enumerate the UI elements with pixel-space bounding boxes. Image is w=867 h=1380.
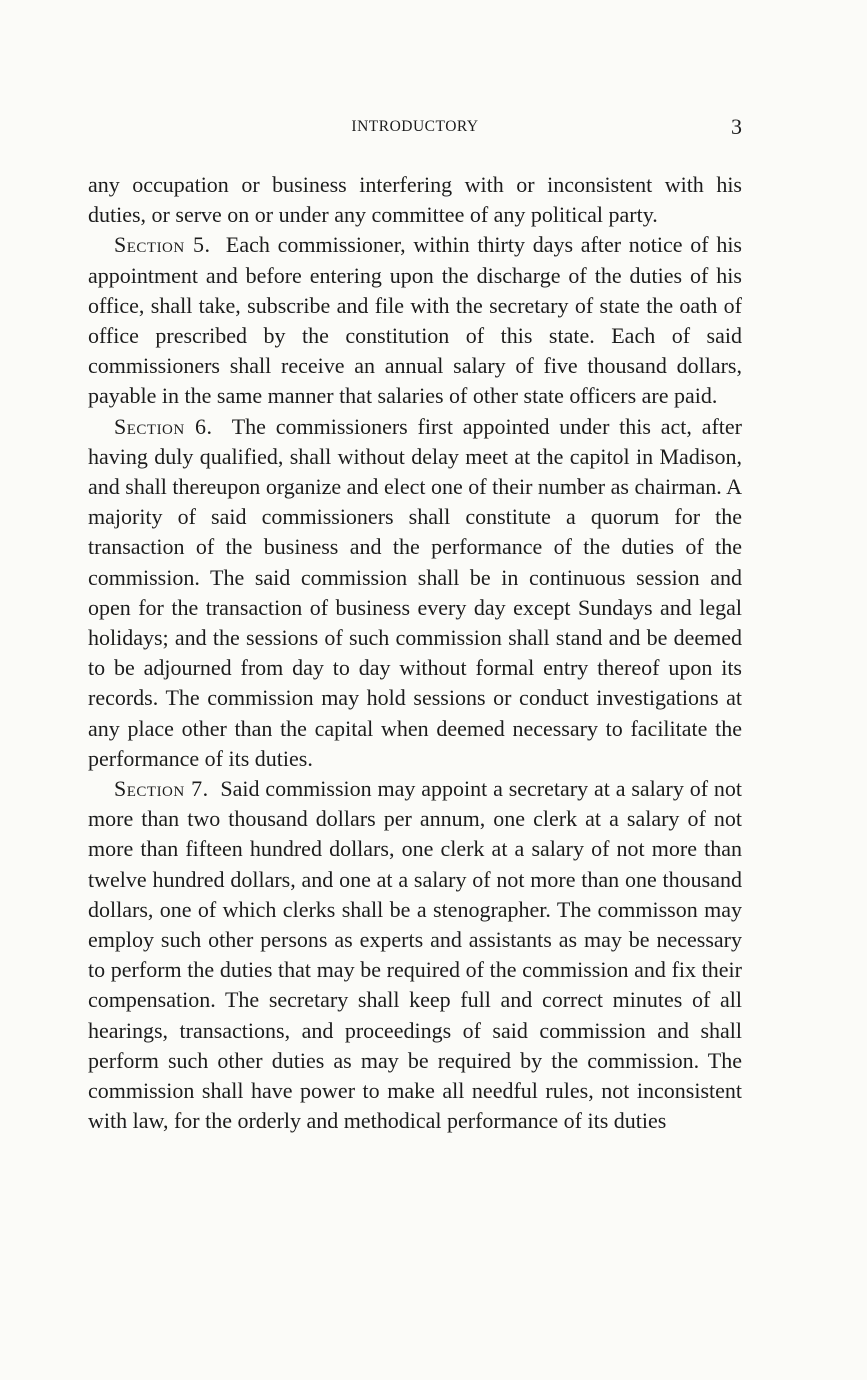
paragraph-text: The commissioners first appointed under this act, after having duly qualified, shall without delay meet at the capitol in Madison, and shall thereupon organize and elect one of their number as chairman. A majority of said commissioners shall constitute a quorum for the transaction of the business and the performance of the duties of the commission. The said commission shall be in continuous session and open for the transaction of business every day except Sundays and legal holidays; and the sessions of such commission shall stand and be deemed to be adjourned from day to day without formal entry thereof upon its records. The commission may hold sessions or conduct investigations at any place other than the capital when deemed necessary to facilitate the performance of its duties.: [88, 413, 742, 771]
paragraph-section-5: [88, 230, 742, 411]
paragraph-continuation: [88, 170, 742, 230]
page-number: 3: [731, 114, 742, 139]
running-title: INTRODUCTORY: [351, 118, 479, 135]
paragraph-section-6: [88, 412, 742, 774]
running-header: [88, 114, 742, 142]
section-label: Section 5.: [114, 232, 211, 258]
body-text: [88, 170, 742, 1137]
paragraph-text: Each commissioner, within thirty days after notice of his appointment and before entering upon the discharge of the duties of his office, shall take, subscribe and file with the secretary of state the oath of office prescribed by the constitution of this state. Each of said commissioners shall receive an annual salary of five thousand dollars, payable in the same manner that salaries of other state officers are paid.: [88, 232, 742, 409]
paragraph-text: Said commission may appoint a secretary at a salary of not more than two thousand dollars per annum, one clerk at a salary of not more than fifteen hundred dollars, one clerk at a salary of not more than twelve hundred dollars, and one at a salary of not more than one thousand dollars, one of which clerks shall be a stenographer. The commisson may employ such other persons as experts and assistants as may be necessary to perform the duties that may be required of the commission and fix their compensation. The secretary shall keep full and correct minutes of all hearings, transactions, and proceedings of said commission and shall perform such other duties as may be required by the commission. The commission shall have power to make all needful rules, not inconsistent with law, for the orderly and methodical performance of its duties: [88, 776, 743, 1134]
paragraph-text: any occupation or business interfering with or inconsistent with his duties, or serve on or under any committee of any political party.: [88, 172, 742, 228]
section-label: Section 7.: [114, 776, 209, 802]
section-label: Section 6.: [114, 413, 213, 439]
paragraph-section-7: [88, 774, 742, 1136]
